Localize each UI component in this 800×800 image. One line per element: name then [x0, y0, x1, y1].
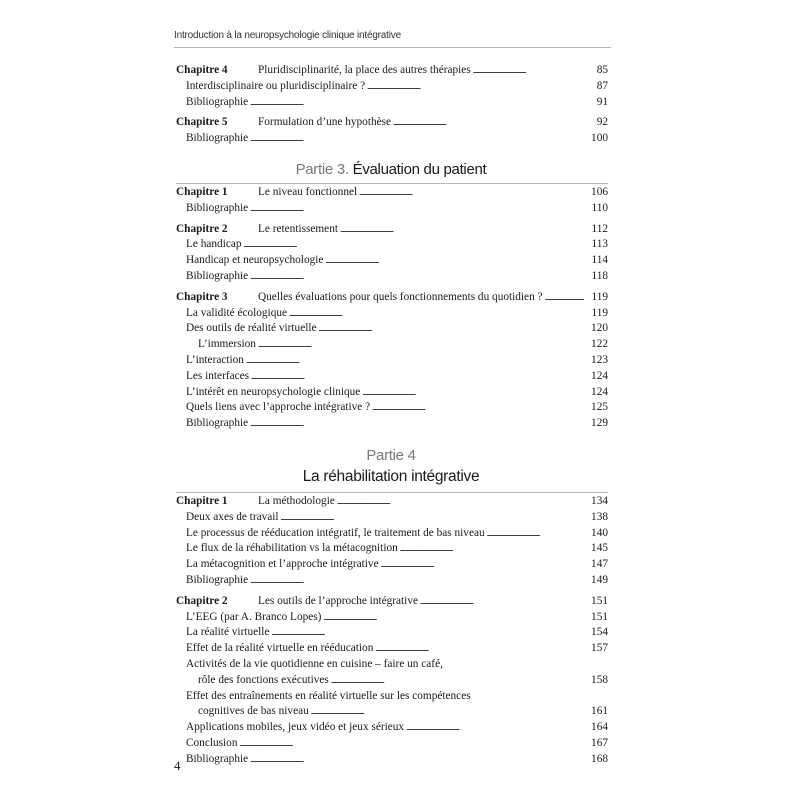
toc-section [176, 432, 608, 768]
leader-dots [271, 625, 584, 642]
leader-dots [311, 704, 584, 721]
page-ref: 167 [591, 736, 608, 749]
toc-entry[interactable] [176, 557, 608, 573]
part-number [174, 446, 608, 466]
entry-title: Les outils de l’approche intégrative [258, 594, 418, 607]
toc-entry[interactable] [176, 306, 608, 322]
leader-dots [250, 131, 584, 148]
running-head: Introduction à la neuropsychologie clinique intégrative [174, 30, 401, 41]
page-ref: 151 [591, 610, 608, 623]
page-ref: 157 [591, 642, 608, 655]
entry-title: La validité écologique [186, 306, 288, 319]
toc-chapter[interactable] [176, 594, 608, 610]
page-ref: 112 [591, 222, 608, 235]
entry-title: Bibliographie [186, 269, 249, 282]
toc-entry[interactable] [176, 657, 608, 689]
leader-dots [393, 115, 584, 132]
toc-entry[interactable] [176, 736, 608, 752]
toc-entry[interactable] [176, 79, 608, 95]
toc-section [176, 147, 608, 432]
entry-title: Quels liens avec l’approche intégrative ? [186, 401, 371, 414]
part-title: Évaluation du patient [352, 160, 487, 178]
page-ref: 140 [591, 526, 608, 539]
page-ref: 164 [591, 721, 608, 734]
toc-entry[interactable] [176, 641, 608, 657]
leader-dots [487, 526, 584, 543]
toc-entry[interactable] [176, 353, 608, 369]
entry-title: Handicap et neuropsychologie [186, 254, 324, 267]
toc-entry[interactable] [176, 131, 608, 147]
toc-chapter[interactable] [176, 222, 608, 238]
entry-title: L’interaction [186, 353, 244, 366]
toc-entry[interactable] [176, 541, 608, 557]
entry-title: Formulation d’une hypothèse [258, 116, 392, 129]
leader-dots [545, 290, 584, 307]
part-title: La réhabilitation intégrative [302, 467, 480, 485]
toc-entry-line [186, 689, 608, 705]
leader-dots [375, 641, 584, 658]
page-ref: 119 [591, 290, 608, 303]
leader-dots [251, 369, 584, 386]
entry-title: La réalité virtuelle [186, 626, 270, 639]
page-ref: 151 [591, 594, 608, 607]
page-ref: 145 [591, 542, 608, 555]
leader-dots [250, 416, 584, 433]
toc-entry[interactable] [176, 752, 608, 768]
page-ref: 92 [596, 116, 608, 129]
toc-entry-line [186, 704, 608, 720]
leader-dots [323, 610, 584, 627]
entry-title: L’intérêt en neuropsychologie clinique [186, 385, 361, 398]
page-ref: 138 [591, 510, 608, 523]
leader-dots [381, 557, 584, 574]
leader-dots [246, 353, 584, 370]
page-ref: 149 [591, 573, 608, 586]
toc-entry-line [186, 657, 608, 673]
leader-dots [372, 400, 584, 417]
page-ref: 100 [591, 132, 608, 145]
leader-dots [319, 321, 585, 338]
entry-title: Effet de la réalité virtuelle en rééducation [186, 642, 374, 655]
toc-entry[interactable] [176, 337, 608, 353]
entry-title: Interdisciplinaire ou pluridisciplinaire ? [186, 79, 366, 92]
toc-entry[interactable] [176, 510, 608, 526]
entry-title: Deux axes de travail [186, 510, 279, 523]
toc-entry[interactable] [176, 201, 608, 217]
page-ref: 134 [591, 494, 608, 507]
entry-title: La métacognition et l’approche intégrative [186, 558, 379, 571]
page-ref: 110 [591, 201, 608, 214]
page-ref: 119 [591, 306, 608, 319]
leader-dots [359, 185, 584, 202]
leader-dots [244, 237, 584, 254]
toc-entry[interactable] [176, 237, 608, 253]
chapter-label: Chapitre 2 [176, 222, 228, 235]
page-ref: 118 [591, 269, 608, 282]
page-ref: 168 [591, 752, 608, 765]
chapter-label: Chapitre 3 [176, 290, 228, 303]
toc-chapter[interactable] [176, 494, 608, 510]
part-rule [176, 492, 608, 493]
page-ref: 154 [591, 626, 608, 639]
toc-entry[interactable] [176, 385, 608, 401]
leader-dots [367, 79, 584, 96]
entry-title: Bibliographie [186, 201, 249, 214]
chapter-label: Chapitre 1 [176, 494, 228, 507]
toc-entry[interactable] [176, 369, 608, 385]
toc-entry[interactable] [176, 253, 608, 269]
toc-section [176, 63, 608, 147]
entry-title: Quelles évaluations pour quels fonctionnements du quotidien ? [258, 290, 543, 303]
entry-title: La méthodologie [258, 494, 335, 507]
part-number: Partie 3. [295, 160, 349, 178]
leader-dots [406, 720, 584, 737]
entry-title: Bibliographie [186, 752, 249, 765]
leader-dots [325, 253, 584, 270]
leader-dots [250, 573, 584, 590]
leader-dots [337, 494, 584, 511]
leader-dots [258, 337, 584, 354]
entry-title: Le flux de la réhabilitation vs la métacognition [186, 542, 398, 555]
entry-title: L’immersion [198, 338, 256, 351]
toc-chapter[interactable] [176, 290, 608, 306]
entry-title: Le retentissement [258, 222, 338, 235]
page-ref: 161 [591, 705, 608, 718]
toc-entry[interactable] [176, 416, 608, 432]
entry-title: Bibliographie [186, 95, 249, 108]
leader-dots [473, 63, 584, 80]
entry-title-continued: rôle des fonctions exécutives [198, 673, 329, 686]
leader-dots [420, 594, 584, 611]
entry-title: Le niveau fonctionnel [258, 185, 358, 198]
entry-title: L’EEG (par A. Branco Lopes) [186, 610, 322, 623]
toc-entry[interactable] [176, 720, 608, 736]
leader-dots [340, 222, 584, 239]
toc-entry[interactable] [176, 573, 608, 589]
entry-title: Effet des entraînements en réalité virtuelle sur les compétences [186, 689, 471, 702]
leader-dots [250, 752, 584, 769]
toc-entry[interactable] [176, 625, 608, 641]
page-ref: 147 [591, 558, 608, 571]
entry-title: Pluridisciplinarité, la place des autres thérapies [258, 64, 471, 76]
page-ref: 129 [591, 417, 608, 430]
toc-chapter[interactable] [176, 115, 608, 131]
table-of-contents [176, 63, 608, 767]
page-ref: 158 [591, 673, 608, 686]
part-rule [176, 183, 608, 184]
leader-dots [289, 306, 584, 323]
toc-entry[interactable] [176, 400, 608, 416]
entry-title: Conclusion [186, 736, 238, 749]
part-heading [174, 159, 608, 180]
page-number: 4 [174, 758, 181, 773]
chapter-label: Chapitre 5 [176, 116, 228, 129]
page-ref: 114 [591, 254, 608, 267]
leader-dots [281, 510, 584, 527]
entry-title: Applications mobiles, jeux vidéo et jeux sérieux [186, 721, 405, 734]
page-ref: 124 [591, 385, 608, 398]
leader-dots [400, 541, 584, 558]
toc-entry[interactable] [176, 95, 608, 111]
page-ref: 123 [591, 353, 608, 366]
page-ref: 91 [596, 95, 608, 108]
header-rule [174, 47, 611, 48]
toc-entry[interactable] [176, 610, 608, 626]
part-number-text: Partie 4 [366, 446, 416, 464]
page-ref: 125 [591, 401, 608, 414]
chapter-label: Chapitre 1 [176, 185, 228, 198]
toc-entry-line [186, 673, 608, 689]
entry-title: Activités de la vie quotidienne en cuisine – faire un café, [186, 657, 443, 670]
chapter-label: Chapitre 2 [176, 594, 228, 607]
entry-title-continued: cognitives de bas niveau [198, 705, 309, 718]
leader-dots [250, 201, 584, 218]
page-ref: 113 [591, 238, 608, 251]
page-ref: 120 [591, 322, 608, 335]
toc-chapter[interactable] [176, 63, 608, 79]
entry-title: Bibliographie [186, 132, 249, 145]
page-ref: 85 [596, 64, 608, 76]
entry-title: Bibliographie [186, 573, 249, 586]
leader-dots [250, 95, 584, 112]
toc-entry[interactable] [176, 526, 608, 542]
toc-entry[interactable] [176, 689, 608, 721]
entry-title: Bibliographie [186, 417, 249, 430]
entry-title: Le processus de rééducation intégratif, le traitement de bas niveau [186, 526, 485, 539]
page-ref: 124 [591, 369, 608, 382]
page-ref: 87 [596, 79, 608, 92]
page-ref: 106 [591, 185, 608, 198]
chapter-label: Chapitre 4 [176, 64, 228, 76]
leader-dots [362, 385, 584, 402]
leader-dots [331, 673, 584, 690]
entry-title: Le handicap [186, 238, 242, 251]
entry-title: Les interfaces [186, 369, 250, 382]
toc-chapter[interactable] [176, 185, 608, 201]
leader-dots [250, 269, 584, 286]
entry-title: Des outils de réalité virtuelle [186, 322, 317, 335]
leader-dots [239, 736, 584, 753]
spacer [176, 432, 608, 446]
toc-entry[interactable] [176, 269, 608, 285]
page-ref: 122 [591, 338, 608, 351]
toc-entry[interactable] [176, 321, 608, 337]
spacer [176, 147, 608, 159]
